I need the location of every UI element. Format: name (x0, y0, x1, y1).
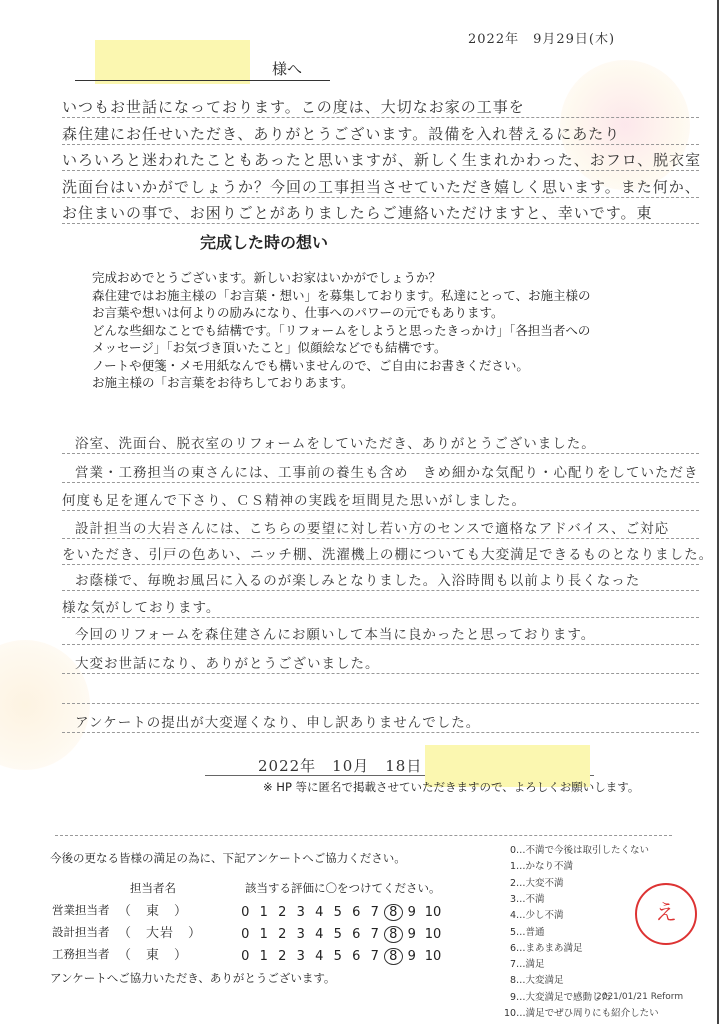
notice: ※ HP 等に匿名で掲載させていただきますので、よろしくお願いします。 (263, 780, 640, 794)
rating-option[interactable]: 10 (424, 949, 442, 964)
ruled-line (62, 453, 699, 454)
ruled-line (62, 644, 699, 645)
staff-name: （ 東 ） (118, 904, 189, 919)
legend-item: 9…大変満足で感動した (510, 991, 612, 1003)
rating-option[interactable]: 10 (424, 905, 442, 920)
instruction-line: メッセージ」「お気づき頂いたこと」似顔絵などでも結構です。 (92, 340, 447, 355)
staff-message-line: お住まいの事で、お困りごとがありましたらご連絡いただけますと、幸いです。東 (62, 204, 653, 222)
rating-scale (236, 901, 445, 921)
legend-item: 8…大変満足 (510, 975, 564, 987)
rating-option[interactable]: 7 (370, 949, 379, 964)
rating-option[interactable]: 6 (352, 905, 361, 920)
ruled-line (62, 732, 699, 733)
legend-item: 2…大変不満 (510, 877, 564, 889)
customer-message-line: 大変お世話になり、ありがとうございました。 (75, 656, 380, 672)
redacted-name (95, 40, 250, 84)
ruled-line (62, 538, 699, 539)
rating-option[interactable]: 0 (241, 949, 250, 964)
ruled-line (62, 564, 699, 565)
ruled-line (62, 510, 699, 511)
ruled-line (62, 223, 699, 224)
legend-item: 3…不満 (510, 893, 545, 905)
rating-scale (236, 945, 445, 965)
legend-item: 0…不満で今後は取引したくない (510, 845, 650, 856)
ruled-line (62, 673, 699, 674)
rating-option[interactable]: 6 (352, 927, 361, 942)
rating-option[interactable]: 0 (241, 927, 250, 942)
rating-option[interactable]: 8 (384, 926, 403, 943)
rating-option[interactable]: 7 (370, 905, 379, 920)
customer-message-line: 何度も足を運んで下さり、ＣＳ精神の実践を垣間見た思いがしました。 (62, 493, 526, 509)
staff-role: 設計担当者 (52, 925, 110, 939)
rating-option[interactable]: 9 (407, 927, 416, 942)
rating-option[interactable]: 10 (424, 927, 442, 942)
legend-item: 4…少し不満 (510, 910, 564, 922)
staff-message-line: 洗面台はいかがでしょうか？今回の工事担当させていただき嬉しく思います。また何か、 (62, 177, 701, 196)
ruled-line (62, 617, 699, 618)
ruled-line (62, 590, 699, 591)
customer-message-line: をいただき、引戸の色あい、ニッチ棚、洗濯機上の棚についても大変満足できるものとなりました。 (62, 547, 714, 563)
rating-option[interactable]: 2 (278, 927, 287, 942)
col-rating: 該当する評価に〇をつけてください。 (245, 881, 441, 895)
instruction-line: お施主様の「お言葉をお待ちしておりあます。 (92, 375, 354, 390)
divider (55, 835, 672, 836)
staff-message-line: 森住建にお任せいただき、ありがとうございます。設備を入れ替えるにあたり (62, 124, 621, 143)
rating-option[interactable]: 6 (352, 949, 361, 964)
rating-option[interactable]: 1 (259, 949, 268, 964)
staff-message-line: いろいろと迷われたこともあったと思いますが、新しく生まれかわった、おフロ、脱衣室 (62, 151, 702, 169)
staff-name: （ 東 ） (118, 948, 189, 963)
legend-item: 6…まあまあ満足 (510, 942, 583, 954)
rating-option[interactable]: 1 (259, 905, 268, 920)
letter-date: 2022年 9月29日(木) (468, 32, 616, 47)
legend-item: 10…満足でぜひ周りにも紹介したい (504, 1008, 659, 1019)
rating-option[interactable]: 3 (296, 927, 305, 942)
rating-scale (236, 923, 445, 943)
customer-message-line: アンケートの提出が大変遅くなり、申し訳ありませんでした。 (75, 715, 481, 731)
instruction-line: どんな些細なことでも結構です。「リフォームをしようと思ったきっかけ」「各担当者への (92, 322, 591, 338)
salutation: 様へ (272, 60, 303, 78)
rating-option[interactable]: 4 (315, 927, 324, 942)
staff-name: （ 大岩 ） (118, 926, 203, 941)
customer-message-line: 様な気がしております。 (62, 600, 221, 616)
rating-option[interactable]: 9 (407, 949, 416, 964)
staff-message-line: いつもお世話になっております。この度は、大切なお家の工事を (62, 98, 525, 116)
rating-option[interactable]: 5 (333, 927, 342, 942)
rating-option[interactable]: 5 (333, 905, 342, 920)
customer-message-line: 設計担当の大岩さんには、こちらの要望に対し若い方のセンスで適格なアドバイス、ご対応 (75, 521, 670, 537)
rating-option[interactable]: 2 (278, 949, 287, 964)
customer-message-line: 今回のリフォームを森住建さんにお願いして本当に良かったと思っております。 (75, 627, 596, 643)
col-staff: 担当者名 (130, 881, 176, 895)
legend-item: 1…かなり不満 (510, 861, 574, 873)
ruled-line (62, 170, 699, 171)
staff-role: 工務担当者 (52, 947, 110, 961)
instruction-line: 完成おめでとうございます。新しいお家はいかがでしょうか？ (92, 270, 442, 285)
rating-option[interactable]: 3 (296, 905, 305, 920)
rating-option[interactable]: 8 (384, 904, 403, 921)
rating-option[interactable]: 3 (296, 949, 305, 964)
instruction-line: 森住建ではお施主様の「お言葉・想い」を募集しております。私達にとって、お施主様の (92, 287, 591, 303)
approval-stamp: え (635, 883, 697, 945)
customer-message-line: お蔭様で、毎晩お風呂に入るのが楽しみとなりました。入浴時間も以前より長くなった (75, 573, 641, 589)
ruled-line (62, 144, 699, 145)
rating-option[interactable]: 7 (370, 927, 379, 942)
scan-edge (717, 0, 719, 1024)
rating-option[interactable]: 5 (333, 949, 342, 964)
section-title: 完成した時の想い (200, 233, 329, 252)
survey-thanks: アンケートへご協力いただき、ありがとうございます。 (50, 971, 336, 985)
ruled-line (62, 117, 699, 118)
ruled-line (62, 482, 699, 483)
legend-item: 7…満足 (510, 959, 545, 971)
rating-option[interactable]: 4 (315, 905, 324, 920)
ruled-line (62, 703, 699, 704)
legend-item: 5…普通 (510, 926, 545, 938)
rating-option[interactable]: 9 (407, 905, 416, 920)
rating-option[interactable]: 1 (259, 927, 268, 942)
staff-role: 営業担当者 (52, 903, 110, 917)
customer-message-line: 営業・工務担当の東さんには、工事前の養生も含め きめ細かな気配り・心配りをしていただき (75, 465, 699, 481)
customer-message-line: 浴室、洗面台、脱衣室のリフォームをしていただき、ありがとうございました。 (75, 436, 596, 452)
survey-intro: 今後の更なる皆様の満足の為に、下記アンケートへご協力ください。 (50, 851, 406, 865)
rating-option[interactable]: 4 (315, 949, 324, 964)
instruction-line: ノートや便箋・メモ用紙なんでも構いませんので、ご自由にお書きください。 (92, 357, 529, 373)
form-id: 2021/01/21 Reform (596, 992, 684, 1002)
name-underline (75, 80, 330, 81)
ruled-line (62, 197, 699, 198)
rating-option[interactable]: 8 (384, 948, 403, 965)
instruction-line: お言葉や想いは何よりの励みになり、仕事へのパワーの元でもあります。 (92, 305, 504, 320)
rating-option[interactable]: 0 (241, 905, 250, 920)
rating-option[interactable]: 2 (278, 905, 287, 920)
customer-date: 2022年 10月 18日 (258, 757, 423, 775)
